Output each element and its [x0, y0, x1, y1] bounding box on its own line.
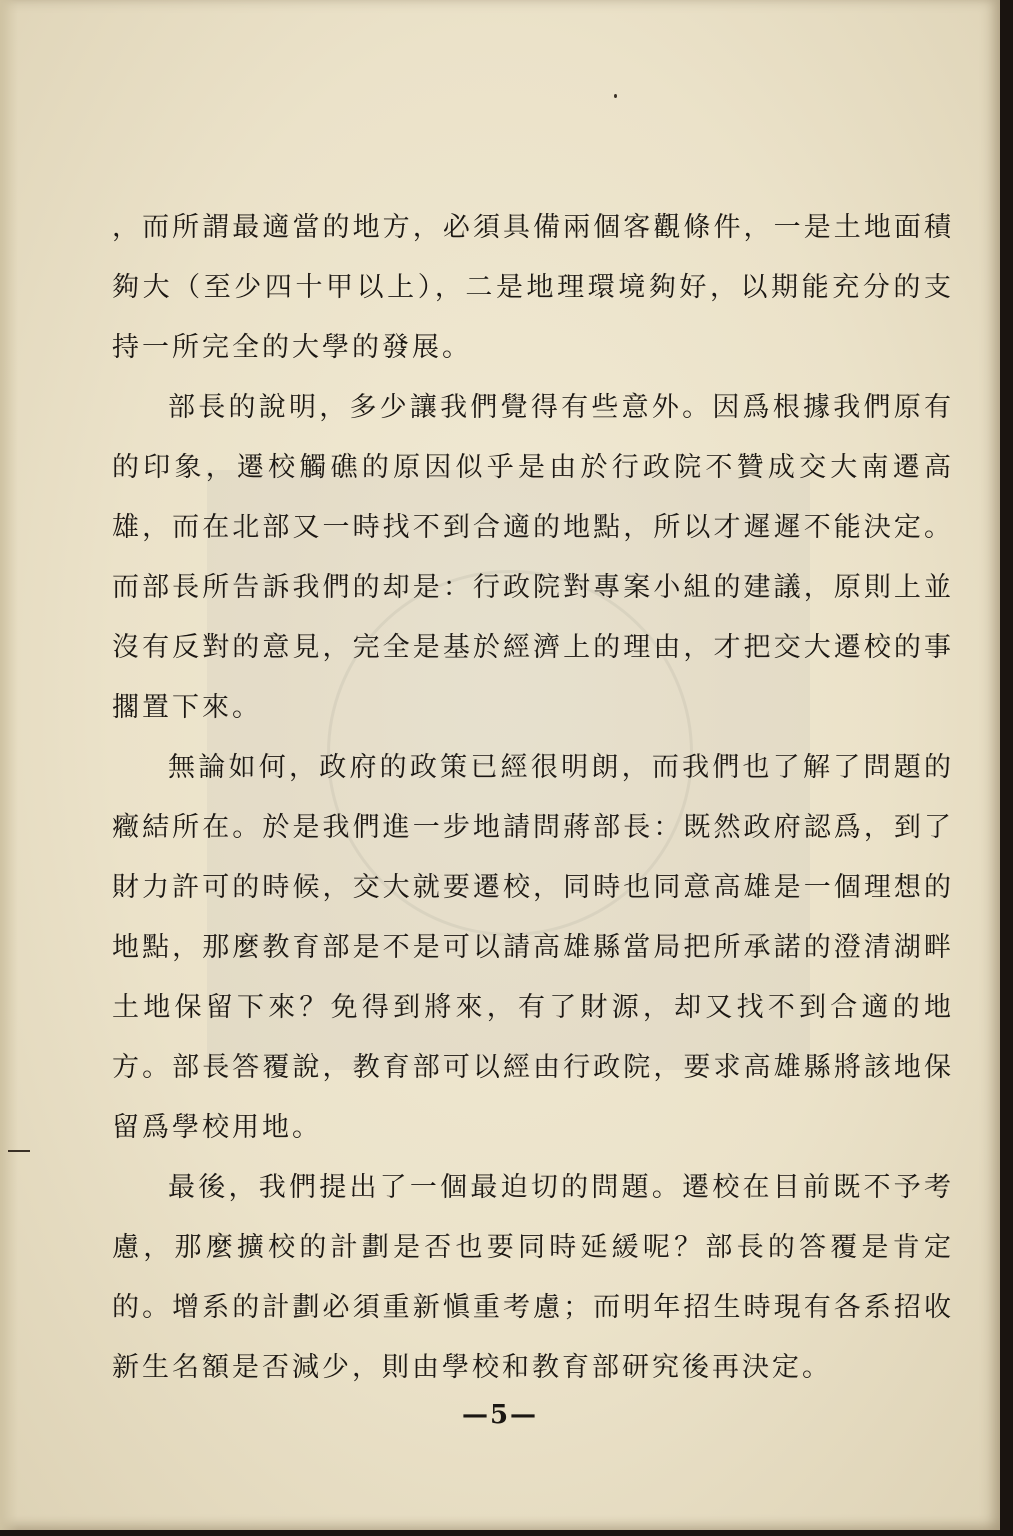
ink-speck: [614, 94, 617, 98]
paragraph-3: 無論如何，政府的政策已經很明朗，而我們也了解了問題的癥結所在。於是我們進一步地請問蔣部長：既然政府認爲，到了財力許可的時候，交大就要遷校，同時也同意高雄是一個理想的地點，那麼教育部是不是可以請高雄縣當局把所承諾的澄清湖畔土地保留下來？免得到將來，有了財源，却又找不到合適的地方。部長答覆說，教育部可以經由行政院，要求高雄縣將該地保留爲學校用地。: [112, 752, 954, 1143]
paragraph-4: 最後，我們提出了一個最迫切的問題。遷校在目前既不予考慮，那麼擴校的計劃是否也要同時延緩呢？部長的答覆是肯定的。增系的計劃必須重新愼重考慮；而明年招生時現有各系招收新生名額是否減少，則由學校和教育部研究後再決定。: [112, 1172, 954, 1383]
paragraph-1: ，而所謂最適當的地方，必須具備兩個客觀條件，一是土地面積夠大（至少四十甲以上），二是地理環境夠好，以期能充分的支持一所完全的大學的發展。: [112, 212, 954, 363]
paragraph-2: 部長的說明，多少讓我們覺得有些意外。因爲根據我們原有的印象，遷校觸礁的原因似乎是由於行政院不贊成交大南遷高雄，而在北部又一時找不到合適的地點，所以才遲遲不能決定。而部長所告訴我們的却是：行政院對專案小組的建議，原則上並沒有反對的意見，完全是基於經濟上的理由，才把交大遷校的事擱置下來。: [112, 392, 954, 723]
page-number: —5—: [461, 1400, 539, 1430]
margin-mark: [8, 1150, 30, 1152]
body-text: [112, 198, 954, 1398]
page-edge-shadow: [0, 0, 18, 1530]
